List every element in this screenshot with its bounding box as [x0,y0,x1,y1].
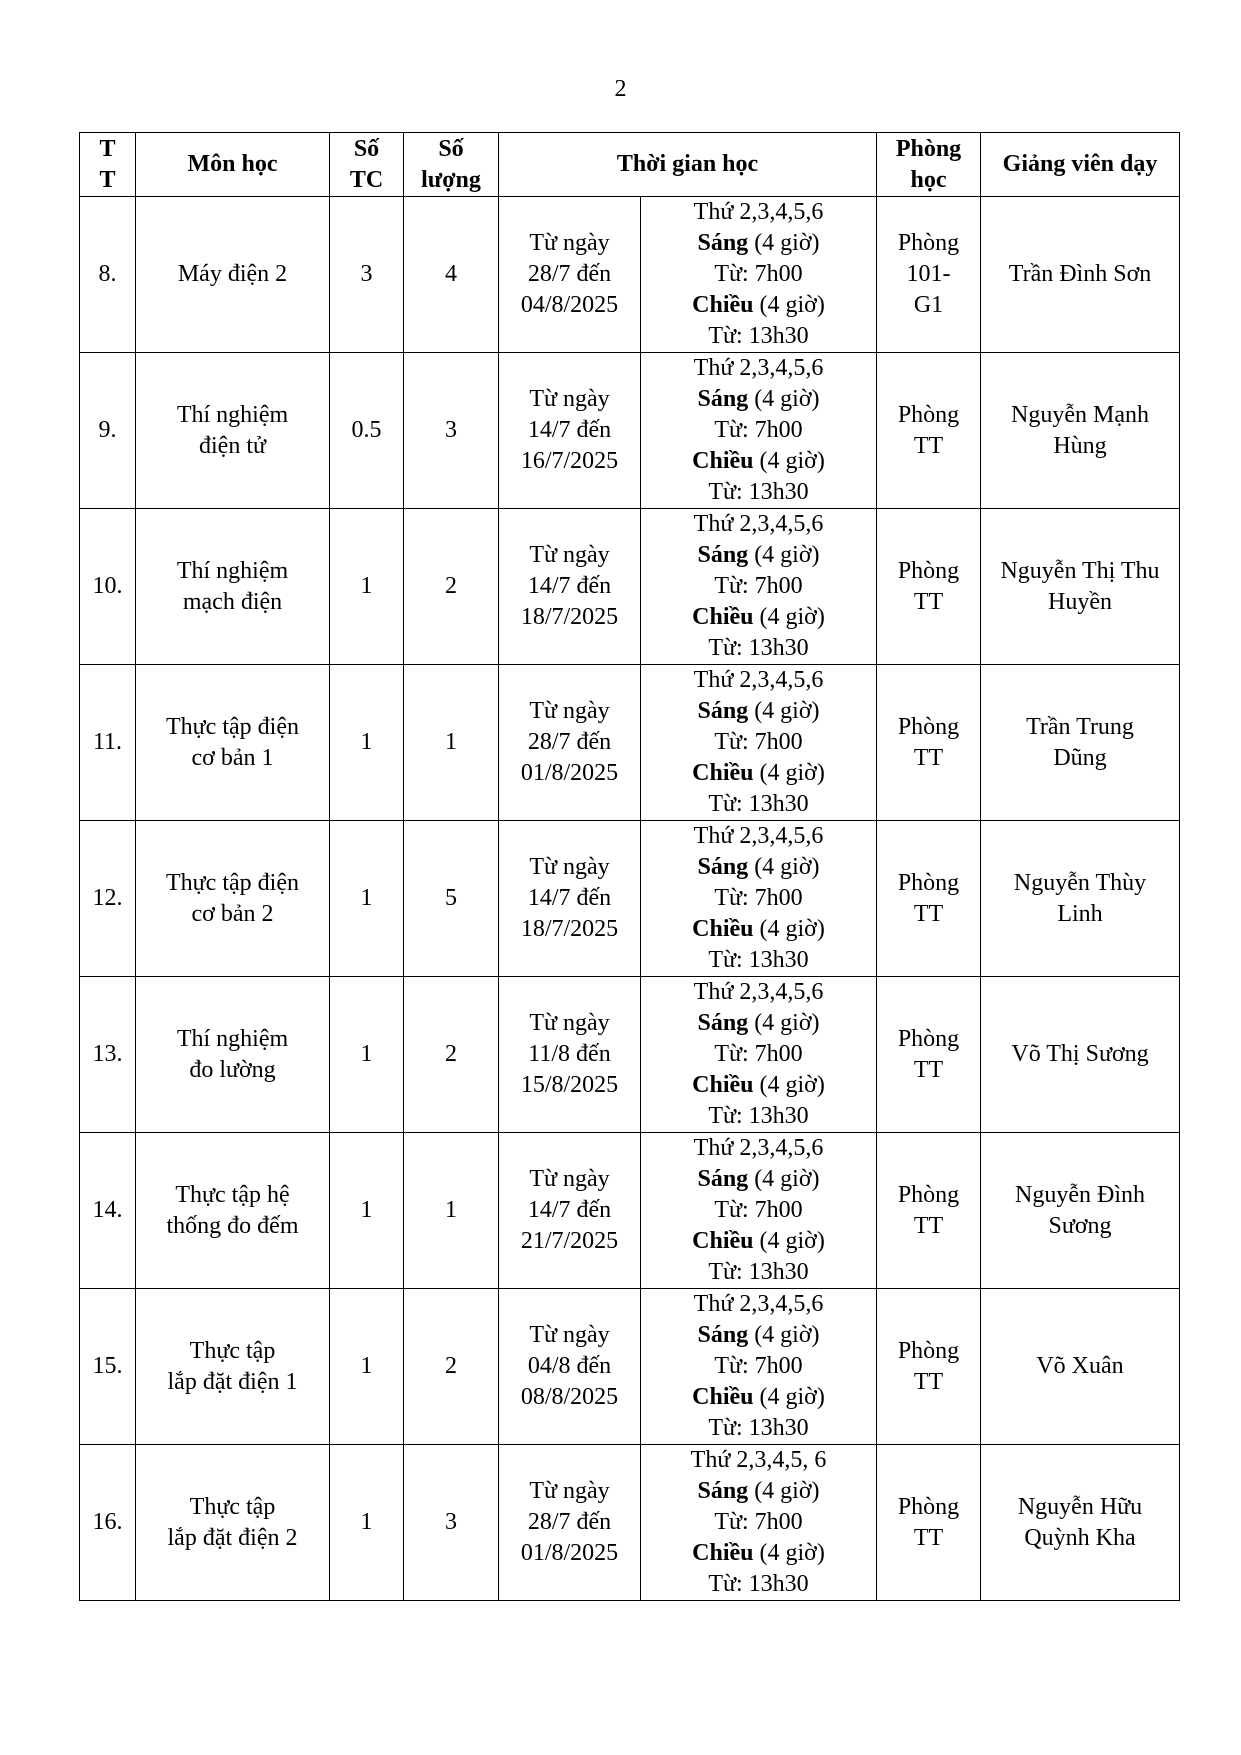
lecturer-cell: Nguyễn Thị Thu Huyền [981,509,1180,665]
session-time-cell [641,977,877,1133]
table-row [80,665,1180,821]
credits-cell: 1 [330,821,404,977]
header-room: Phòng học [877,133,981,197]
row-number: 11. [80,665,136,821]
session-time-cell [641,353,877,509]
weekdays: Thứ 2,3,4,5, 6 [690,1447,827,1473]
morning-session: Sáng (4 giờ) [697,1322,820,1348]
row-number: 14. [80,1133,136,1289]
room-cell: Phòng TT [877,353,981,509]
session-time-cell [641,821,877,977]
subject-cell: Thực tập hệ thống đo đếm [136,1133,330,1289]
row-number: 15. [80,1289,136,1445]
credits-cell: 1 [330,1289,404,1445]
quantity-cell: 1 [404,665,499,821]
table-row [80,1133,1180,1289]
afternoon-session: Chiều (4 giờ) [692,1540,825,1566]
afternoon-start: Từ: 13h30 [708,1415,809,1441]
morning-start: Từ: 7h00 [714,261,803,287]
morning-start: Từ: 7h00 [714,885,803,911]
afternoon-start: Từ: 13h30 [708,1259,809,1285]
table-header-row [80,133,1180,197]
afternoon-start: Từ: 13h30 [708,635,809,661]
morning-session: Sáng (4 giờ) [697,542,820,568]
afternoon-session: Chiều (4 giờ) [692,292,825,318]
credits-cell: 1 [330,509,404,665]
lecturer-cell: Nguyễn Đình Sương [981,1133,1180,1289]
room-cell: Phòng TT [877,977,981,1133]
table-row [80,1445,1180,1601]
weekdays: Thứ 2,3,4,5,6 [693,667,824,693]
morning-session: Sáng (4 giờ) [697,698,820,724]
quantity-cell: 2 [404,1289,499,1445]
row-number: 13. [80,977,136,1133]
room-cell: Phòng TT [877,665,981,821]
subject-cell: Thí nghiệm điện tử [136,353,330,509]
table-row [80,821,1180,977]
morning-start: Từ: 7h00 [714,1353,803,1379]
lecturer-cell: Võ Xuân [981,1289,1180,1445]
weekdays: Thứ 2,3,4,5,6 [693,979,824,1005]
subject-cell: Thực tập điện cơ bản 2 [136,821,330,977]
credits-cell: 1 [330,1133,404,1289]
date-range-cell: Từ ngày 11/8 đến 15/8/2025 [499,977,641,1133]
morning-start: Từ: 7h00 [714,1509,803,1535]
date-range-cell: Từ ngày 28/7 đến 01/8/2025 [499,1445,641,1601]
session-time-cell [641,665,877,821]
weekdays: Thứ 2,3,4,5,6 [693,355,824,381]
quantity-cell: 1 [404,1133,499,1289]
afternoon-start: Từ: 13h30 [708,791,809,817]
weekdays: Thứ 2,3,4,5,6 [693,823,824,849]
morning-start: Từ: 7h00 [714,1041,803,1067]
afternoon-session: Chiều (4 giờ) [692,916,825,942]
row-number: 12. [80,821,136,977]
table-row [80,1289,1180,1445]
quantity-cell: 3 [404,353,499,509]
subject-cell: Thí nghiệm đo lường [136,977,330,1133]
date-range-cell: Từ ngày 14/7 đến 21/7/2025 [499,1133,641,1289]
session-time-cell [641,1445,877,1601]
room-cell: Phòng TT [877,509,981,665]
afternoon-start: Từ: 13h30 [708,947,809,973]
row-number: 9. [80,353,136,509]
quantity-cell: 2 [404,509,499,665]
header-quantity: Số lượng [404,133,499,197]
morning-start: Từ: 7h00 [714,1197,803,1223]
credits-cell: 1 [330,1445,404,1601]
header-subject: Môn học [136,133,330,197]
date-range-cell: Từ ngày 28/7 đến 01/8/2025 [499,665,641,821]
weekdays: Thứ 2,3,4,5,6 [693,1135,824,1161]
weekdays: Thứ 2,3,4,5,6 [693,1291,824,1317]
subject-cell: Thí nghiệm mạch điện [136,509,330,665]
weekdays: Thứ 2,3,4,5,6 [693,511,824,537]
session-time-cell [641,1133,877,1289]
morning-start: Từ: 7h00 [714,573,803,599]
header-stt: T T [80,133,136,197]
room-cell: Phòng TT [877,1445,981,1601]
afternoon-session: Chiều (4 giờ) [692,1228,825,1254]
date-range-cell: Từ ngày 04/8 đến 08/8/2025 [499,1289,641,1445]
quantity-cell: 2 [404,977,499,1133]
table-row [80,197,1180,353]
morning-session: Sáng (4 giờ) [697,1010,820,1036]
credits-cell: 1 [330,665,404,821]
morning-session: Sáng (4 giờ) [697,1166,820,1192]
afternoon-start: Từ: 13h30 [708,479,809,505]
row-number: 8. [80,197,136,353]
session-time-cell [641,1289,877,1445]
course-schedule-table [79,132,1180,1601]
row-number: 16. [80,1445,136,1601]
room-cell: Phòng 101- G1 [877,197,981,353]
lecturer-cell: Nguyễn Hữu Quỳnh Kha [981,1445,1180,1601]
subject-cell: Thực tập điện cơ bản 1 [136,665,330,821]
lecturer-cell: Trần Đình Sơn [981,197,1180,353]
page-number: 2 [614,76,627,102]
afternoon-session: Chiều (4 giờ) [692,448,825,474]
lecturer-cell: Nguyễn Mạnh Hùng [981,353,1180,509]
date-range-cell: Từ ngày 14/7 đến 18/7/2025 [499,821,641,977]
afternoon-start: Từ: 13h30 [708,1571,809,1597]
morning-session: Sáng (4 giờ) [697,854,820,880]
subject-cell: Thực tập lắp đặt điện 1 [136,1289,330,1445]
lecturer-cell: Võ Thị Sương [981,977,1180,1133]
row-number: 10. [80,509,136,665]
morning-start: Từ: 7h00 [714,729,803,755]
table-row [80,977,1180,1133]
weekdays: Thứ 2,3,4,5,6 [693,199,824,225]
header-time: Thời gian học [499,133,877,197]
subject-cell: Thực tập lắp đặt điện 2 [136,1445,330,1601]
room-cell: Phòng TT [877,821,981,977]
lecturer-cell: Trần Trung Dũng [981,665,1180,821]
credits-cell: 0.5 [330,353,404,509]
header-lecturer: Giảng viên dạy [981,133,1180,197]
session-time-cell [641,197,877,353]
date-range-cell: Từ ngày 14/7 đến 18/7/2025 [499,509,641,665]
date-range-cell: Từ ngày 28/7 đến 04/8/2025 [499,197,641,353]
table-body [80,197,1180,1601]
credits-cell: 3 [330,197,404,353]
afternoon-session: Chiều (4 giờ) [692,760,825,786]
date-range-cell: Từ ngày 14/7 đến 16/7/2025 [499,353,641,509]
room-cell: Phòng TT [877,1289,981,1445]
quantity-cell: 3 [404,1445,499,1601]
quantity-cell: 5 [404,821,499,977]
session-time-cell [641,509,877,665]
header-credits: Số TC [330,133,404,197]
afternoon-start: Từ: 13h30 [708,1103,809,1129]
afternoon-session: Chiều (4 giờ) [692,1072,825,1098]
afternoon-start: Từ: 13h30 [708,323,809,349]
table-row [80,353,1180,509]
afternoon-session: Chiều (4 giờ) [692,604,825,630]
quantity-cell: 4 [404,197,499,353]
afternoon-session: Chiều (4 giờ) [692,1384,825,1410]
subject-cell: Máy điện 2 [136,197,330,353]
table-row [80,509,1180,665]
credits-cell: 1 [330,977,404,1133]
morning-start: Từ: 7h00 [714,417,803,443]
morning-session: Sáng (4 giờ) [697,1478,820,1504]
morning-session: Sáng (4 giờ) [697,230,820,256]
lecturer-cell: Nguyễn Thùy Linh [981,821,1180,977]
morning-session: Sáng (4 giờ) [697,386,820,412]
room-cell: Phòng TT [877,1133,981,1289]
